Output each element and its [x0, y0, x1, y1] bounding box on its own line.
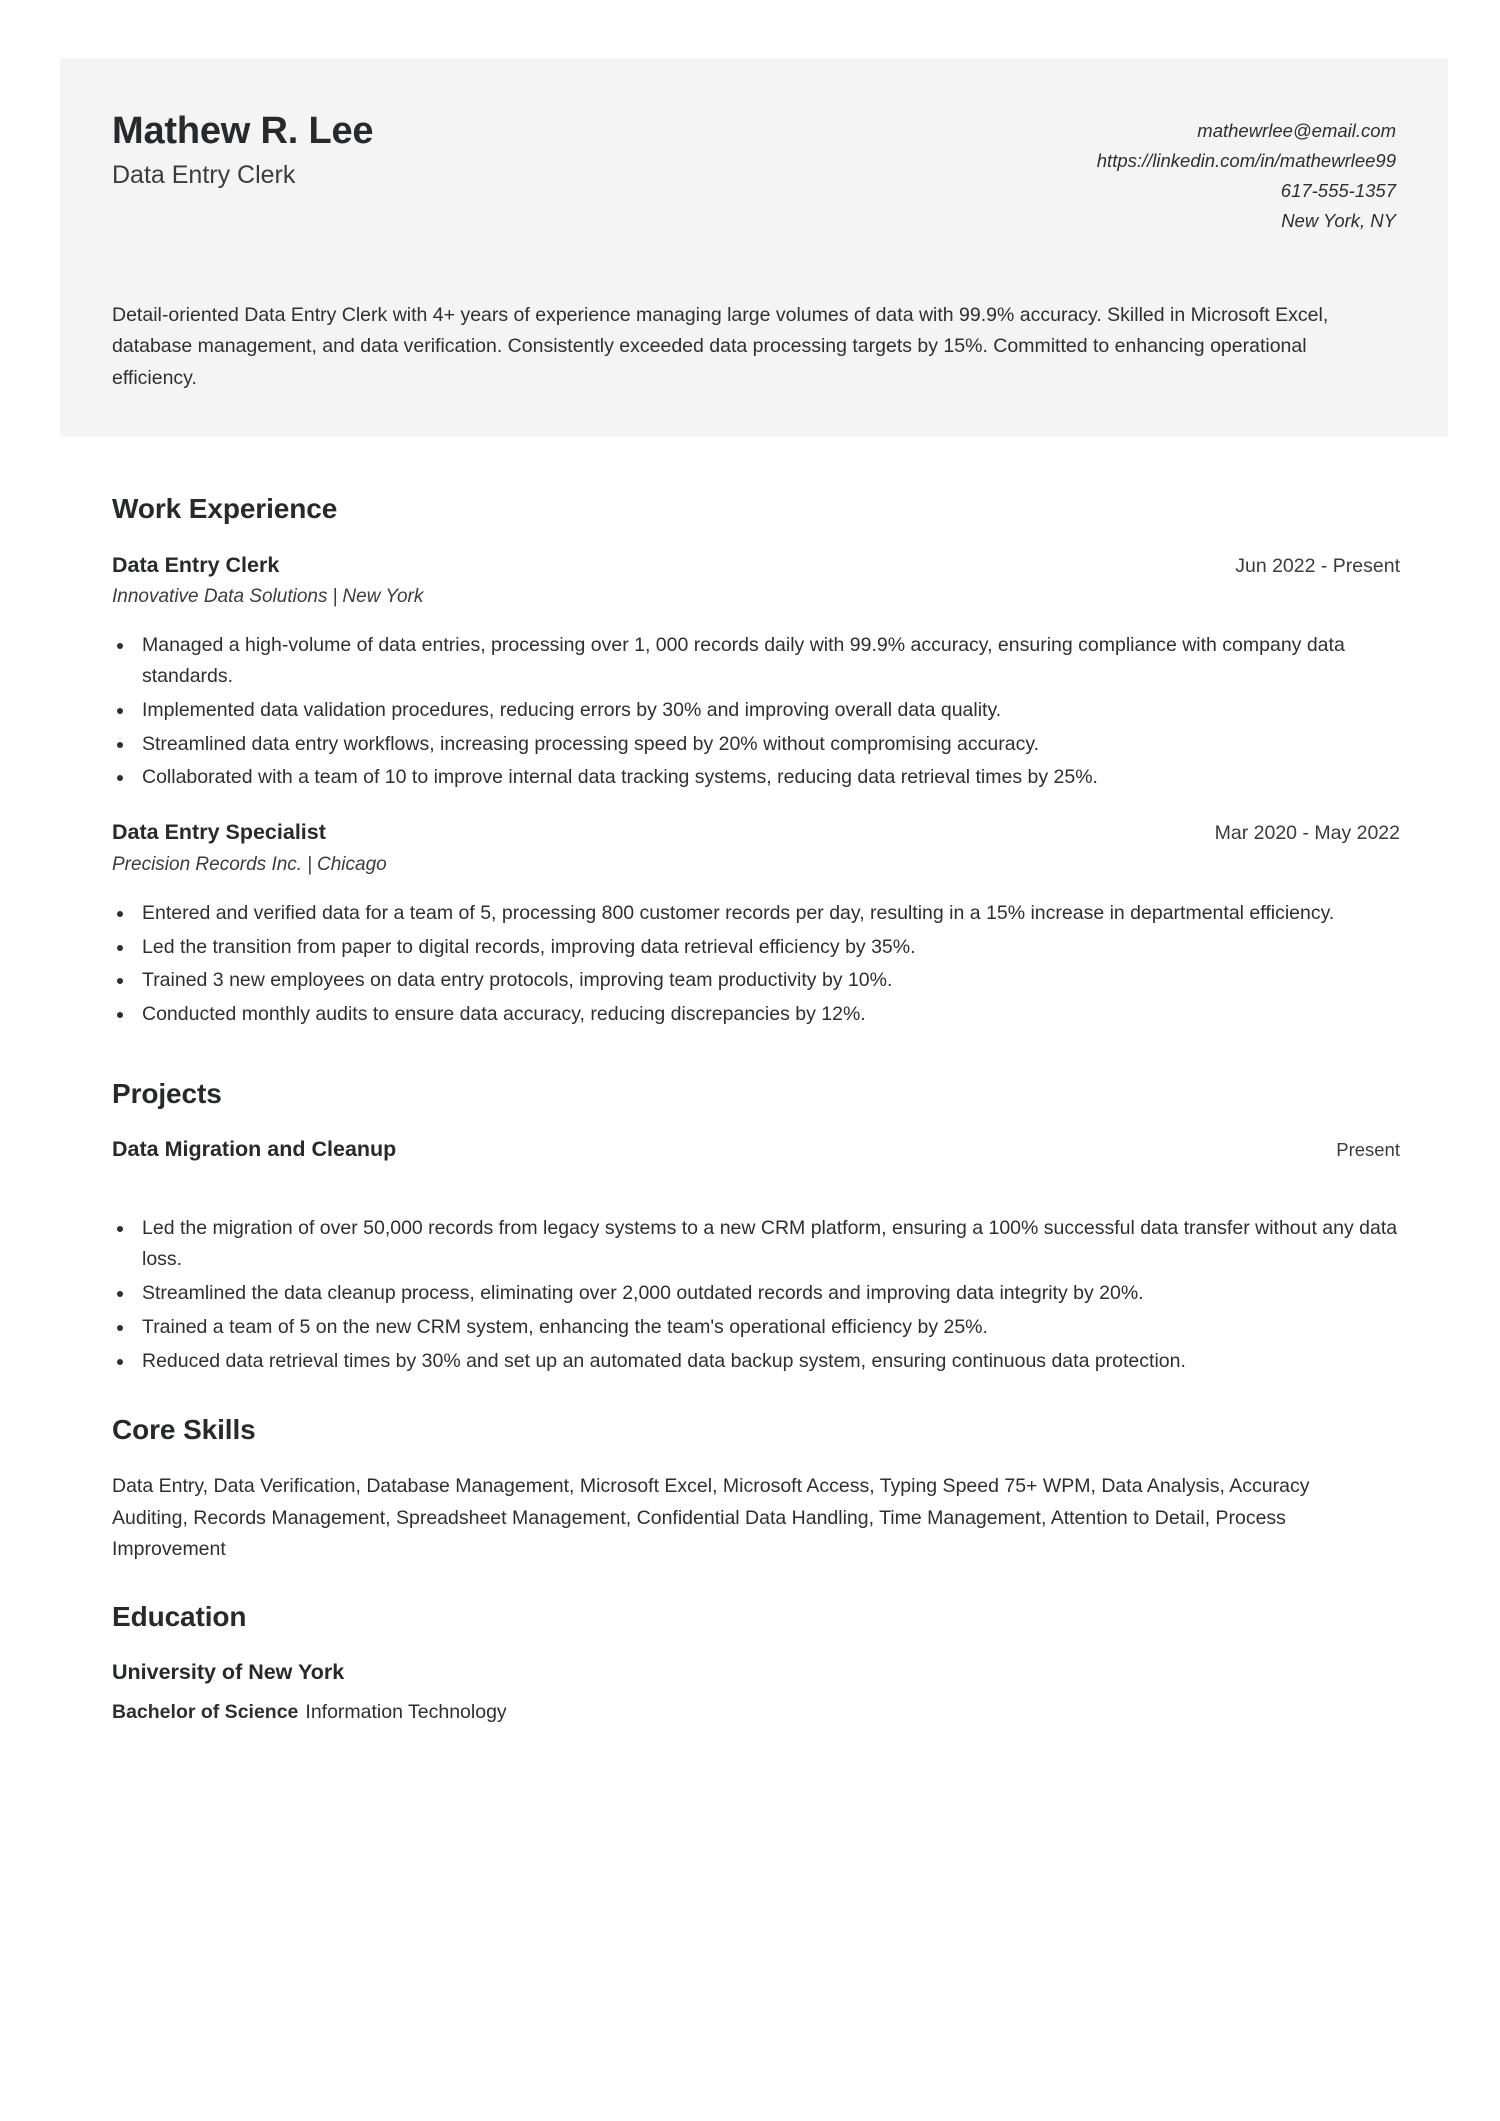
work-entry	[112, 819, 1400, 1030]
education-degree-line	[112, 1699, 1400, 1726]
page-title: Mathew R. Lee	[112, 110, 374, 152]
contact-location: New York, NY	[1281, 209, 1396, 231]
section-heading-work-experience: Work Experience	[112, 493, 338, 524]
work-entry-company-location	[112, 853, 1400, 878]
education-field: Information Technology	[305, 1701, 507, 1724]
section-spacer	[112, 1379, 1400, 1413]
list-item: Led the migration of over 50,000 records from legacy systems to a new CRM platform, ensuring a 100% successful data transfer without any data loss.	[112, 1213, 1400, 1275]
identity-block	[112, 108, 373, 190]
project-entry-title: Data Migration and Cleanup	[112, 1137, 397, 1162]
professional-summary: Detail-oriented Data Entry Clerk with 4+ years of experience managing large volumes of data with 99.9% accuracy. Skilled in Microsoft Excel, database management, and data verification. Consistently exceeded data processing targets by 15%. Committed to enhancing operational efficiency.	[112, 303, 1329, 390]
section-heading-core-skills: Core Skills	[112, 1414, 256, 1446]
project-entry-bullets	[112, 1213, 1400, 1376]
work-entry-header	[112, 552, 1400, 579]
contact-phone[interactable]: 617-555-1357	[1280, 179, 1396, 201]
contact-block	[1097, 108, 1396, 236]
work-entry-separator: |	[307, 854, 313, 876]
list-item: Collaborated with a team of 10 to improve internal data tracking systems, reducing data retrieval times by 25%.	[112, 762, 1400, 793]
work-entry-location: New York	[342, 586, 424, 608]
work-entry-bullets	[112, 630, 1400, 793]
work-entry-date: Mar 2020 - May 2022	[1214, 822, 1400, 845]
list-item: Streamlined the data cleanup process, eliminating over 2,000 outdated records and improving data integrity by 20%.	[112, 1278, 1400, 1309]
section-spacer	[112, 1566, 1400, 1600]
list-item: Led the transition from paper to digital records, improving data retrieval efficiency by 35%.	[112, 932, 1400, 963]
work-entry-bullets	[112, 898, 1400, 1030]
work-entry-location: Chicago	[317, 854, 387, 876]
project-entry	[112, 1136, 1400, 1376]
list-item: Streamlined data entry workflows, increasing processing speed by 20% without compromising accuracy.	[112, 729, 1400, 760]
core-skills-list: Data Entry, Data Verification, Database Management, Microsoft Excel, Microsoft Access, Typing Speed 75+ WPM, Data Analysis, Accuracy Auditing, Records Management, Spreadsheet Management, Confidential Data Handling, Time Management, Attention to Detail, Process Improvement	[112, 1474, 1310, 1561]
list-item: Implemented data validation procedures, reducing errors by 30% and improving overall data quality.	[112, 695, 1400, 726]
work-entry-company: Precision Records Inc.	[112, 854, 303, 876]
list-item: Managed a high-volume of data entries, processing over 1, 000 records daily with 99.9% accuracy, ensuring compliance with company data standards.	[112, 630, 1400, 692]
work-entry-separator: |	[332, 586, 338, 608]
resume-header	[60, 58, 1448, 437]
work-entry-date: Jun 2022 - Present	[1235, 554, 1400, 577]
contact-linkedin-url[interactable]: https://linkedin.com/in/mathewrlee99	[1096, 149, 1396, 171]
list-item: Entered and verified data for a team of 5, processing 800 customer records per day, resulting in a 15% increase in departmental efficiency.	[112, 898, 1400, 929]
work-entry-role: Data Entry Clerk	[112, 552, 280, 577]
work-entry-header	[112, 819, 1400, 846]
list-item: Trained a team of 5 on the new CRM system, enhancing the team's operational efficiency by 25%.	[112, 1312, 1400, 1343]
resume-body	[112, 492, 1400, 1726]
work-entry-role: Data Entry Specialist	[112, 820, 326, 845]
list-item: Conducted monthly audits to ensure data accuracy, reducing discrepancies by 12%.	[112, 999, 1400, 1030]
work-entry	[112, 552, 1400, 794]
section-education	[112, 1600, 1400, 1727]
list-item: Reduced data retrieval times by 30% and set up an automated data backup system, ensuring continuous data protection.	[112, 1346, 1400, 1377]
section-heading-projects: Projects	[112, 1077, 222, 1109]
work-entry-company-location	[112, 585, 1400, 610]
education-entry	[112, 1659, 1400, 1726]
section-projects	[112, 1077, 1400, 1376]
header-job-title: Data Entry Clerk	[112, 160, 296, 189]
section-work-experience	[112, 492, 1400, 1030]
project-spacer	[112, 1163, 1400, 1193]
section-heading-education: Education	[112, 1600, 247, 1632]
list-item: Trained 3 new employees on data entry protocols, improving team productivity by 10%.	[112, 965, 1400, 996]
education-degree: Bachelor of Science	[112, 1701, 299, 1724]
section-core-skills	[112, 1413, 1400, 1565]
header-top-row	[112, 108, 1396, 236]
project-entry-date: Present	[1336, 1139, 1400, 1161]
work-entry-company: Innovative Data Solutions	[112, 586, 328, 608]
contact-email[interactable]: mathewrlee@email.com	[1197, 120, 1396, 141]
education-school: University of New York	[112, 1660, 345, 1685]
section-spacer	[112, 1033, 1400, 1077]
project-entry-header	[112, 1136, 1400, 1163]
